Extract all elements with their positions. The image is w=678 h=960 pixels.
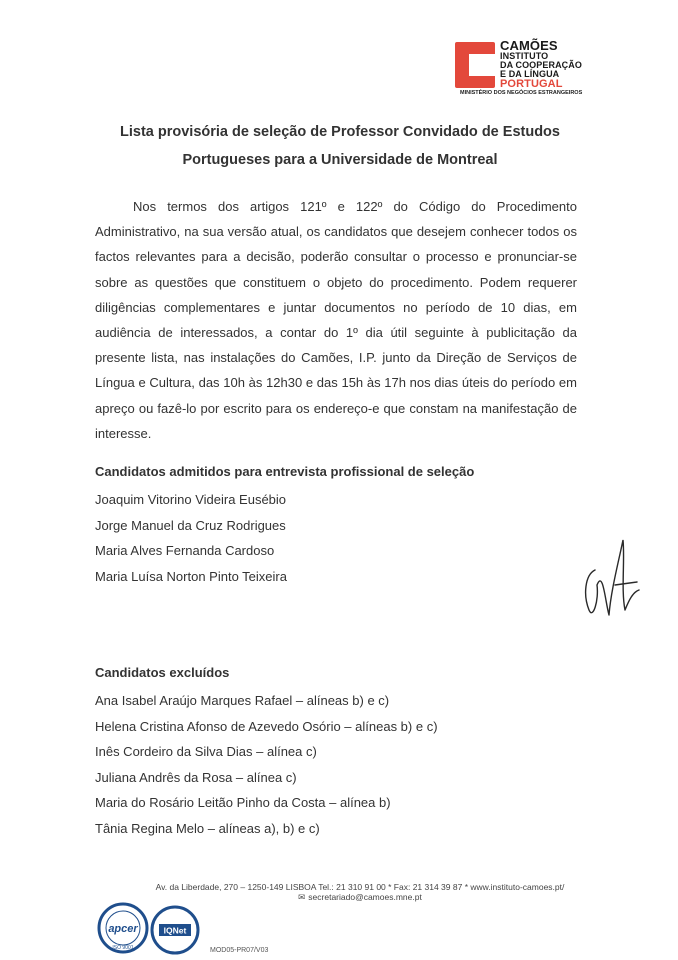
admitted-candidate: Joaquim Vitorino Videira Eusébio: [95, 492, 287, 507]
excluded-candidate: Ana Isabel Araújo Marques Rafael – alíneas b) e c): [95, 693, 390, 708]
footer-email: secretariado@camoes.mne.pt: [308, 892, 422, 902]
footer-email-line: [150, 892, 570, 903]
form-code: MOD05-PR07/V03: [210, 947, 269, 954]
footer: [150, 882, 570, 903]
logo-line-2: INSTITUTO: [500, 51, 549, 61]
document-title: [90, 118, 590, 174]
admitted-candidate: Jorge Manuel da Cruz Rodrigues: [95, 517, 286, 533]
excluded-section: [95, 665, 575, 841]
logo-wordmark: [500, 40, 582, 90]
apcer-certification-badge: [97, 902, 149, 954]
logo-line-1: CAMÕES: [500, 38, 558, 53]
excluded-candidate: Tânia Regina Melo – alíneas a), b) e c): [95, 820, 320, 836]
footer-address: Av. da Liberdade, 270 – 1250-149 LISBOA Tel.: 21 310 91 00 * Fax: 21 314 39 87 * www.instituto-camoes.pt/: [155, 882, 565, 892]
camoes-c-mark-icon: [455, 42, 495, 88]
handwritten-signature: [575, 530, 645, 630]
logo-line-3: DA COOPERAÇÃO: [500, 60, 582, 70]
iqnet-certification-badge: [150, 905, 200, 955]
admitted-candidate: Maria Alves Fernanda Cardoso: [95, 543, 275, 558]
logo-ministry: MINISTÉRIO DOS NEGÓCIOS ESTRANGEIROS: [460, 90, 583, 96]
excluded-candidate: Helena Cristina Afonso de Azevedo Osório – alíneas b) e c): [95, 718, 438, 734]
admitted-heading: Candidatos admitidos para entrevista profissional de seleção: [95, 464, 475, 479]
camoes-logo: [455, 40, 635, 100]
admitted-candidate: Maria Luísa Norton Pinto Teixeira: [95, 568, 287, 584]
iqnet-text: IQNet: [163, 925, 187, 936]
excluded-heading: Candidatos excluídos: [95, 665, 230, 680]
excluded-candidate: Juliana Andrês da Rosa – alínea c): [95, 769, 297, 785]
admitted-section: [95, 464, 575, 589]
title-line-2: Portugueses para a Universidade de Montreal: [182, 152, 498, 168]
apcer-text: apcer: [108, 923, 138, 935]
title-line-1: Lista provisória de seleção de Professor Convidado de Estudos: [120, 124, 560, 140]
envelope-icon: ✉: [298, 892, 306, 902]
logo-line-5: PORTUGAL: [500, 78, 563, 90]
body-paragraph: Nos termos dos artigos 121º e 122º do Código do Procedimento Administrativo, na sua versão atual, os candidatos que desejem conhecer todos os factos relevantes para a decisão, poderão consultar o processo e pronunciar-se sobre as questões que constituem o objeto do procedimento. Podem requerer diligências complementares e juntar documentos no período de 10 dias, em audiência de interessados, a contar do 1º dia útil seguinte à publicitação da presente lista, nas instalações do Camões, I.P. junto da Direção de Serviços de Língua e Cultura, das 10h às 12h30 e das 15h às 17h nos dias úteis do período em apreço ou fazê-lo por escrito para os endereço-e que constam na manifestação de interesse.: [95, 199, 577, 441]
excluded-candidate: Inês Cordeiro da Silva Dias – alínea c): [95, 744, 317, 759]
excluded-candidate: Maria do Rosário Leitão Pinho da Costa – alínea b): [95, 795, 391, 810]
apcer-iso-text: ISO 9001: [112, 945, 134, 951]
logo-line-4: E DA LÍNGUA: [500, 69, 560, 79]
